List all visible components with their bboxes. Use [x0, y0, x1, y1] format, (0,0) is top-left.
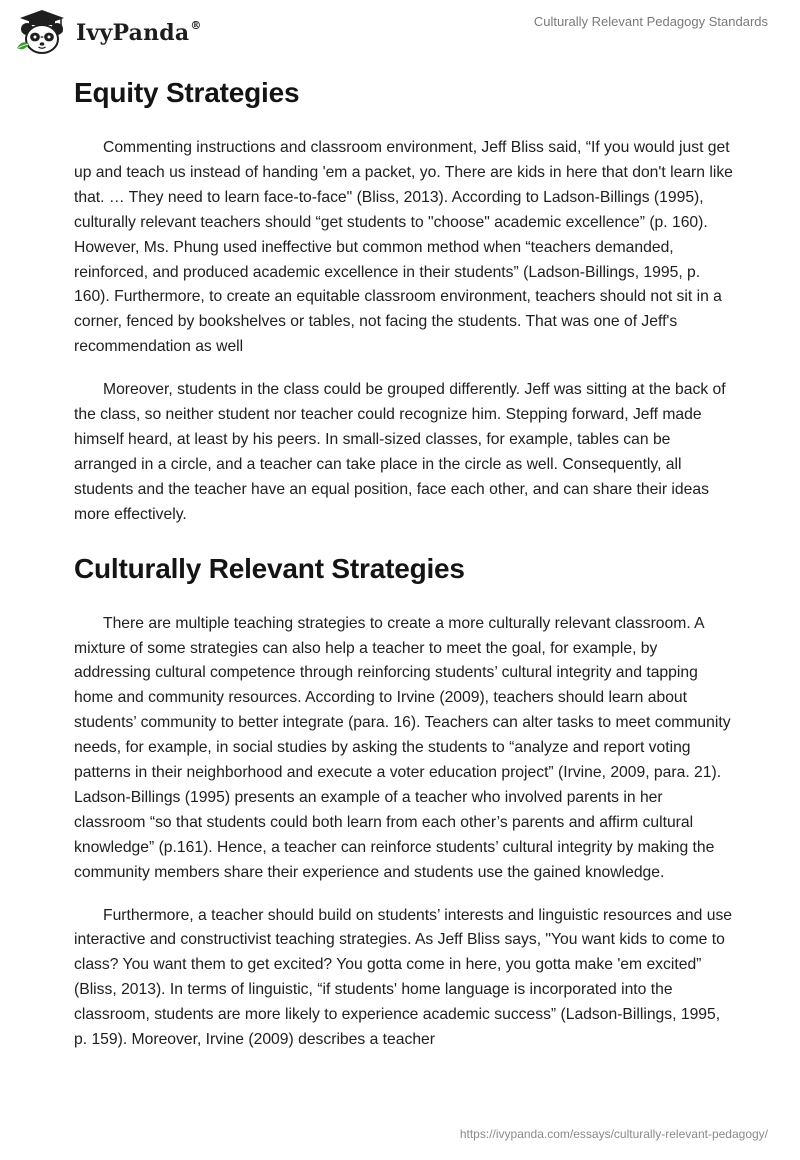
- essay-content: [74, 70, 734, 1053]
- source-url-link[interactable]: https://ivypanda.com/essays/culturally-relevant-pedagogy/: [459, 1127, 768, 1141]
- paragraph: There are multiple teaching strategies to create a more culturally relevant classroom. A mixture of some strategies can also help a teacher to meet the goal, for example, by addressing cultural competence through reinforcing students’ cultural integrity and tapping home and community resources. According to Irvine (2009), teachers should learn about students’ community to better integrate (para. 16). Teachers can alter tasks to meet community needs, for example, in social studies by asking the students to “analyze and report voting patterns in their neighborhood and execute a voter education project” (Irvine, 2009, para. 21). Ladson-Billings (1995) presents an example of a teacher who involved parents in her classroom “so that students could both learn from each other’s parents and affirm cultural knowledge” (p.161). Hence, a teacher can reinforce students’ cultural integrity by making the community members share their experience and students use the gained knowledge.: [74, 614, 731, 881]
- section-heading: Culturally Relevant Strategies: [74, 552, 465, 584]
- section-equity-strategies: [74, 72, 734, 528]
- paragraph: Moreover, students in the class could be grouped differently. Jeff was sitting at the back of the class, so neither student nor teacher could recognize him. Stepping forward, Jeff made himself heard, at least by his peers. In small-sized classes, for example, tables can be arranged in a circle, and a teacher can take place in the circle as well. Consequently, all students and the teacher have an equal position, face each other, and can share their ideas more effectively.: [74, 381, 726, 523]
- page-header: [0, 0, 800, 64]
- section-culturally-relevant-strategies: [74, 548, 734, 1053]
- paragraph: Commenting instructions and classroom environment, Jeff Bliss said, “If you would just get up and teach us instead of handing 'em a packet, yo. There are kids in here that don't learn like that. … They need to learn face-to-face" (Bliss, 2013). According to Ladson-Billings (1995), culturally relevant teachers should “get students to "choose" academic excellence” (p. 160). However, Ms. Phung used ineffective but common method when “teachers demanded, reinforced, and produced academic excellence in their students” (Ladson-Billings, 1995, p. 160). Furthermore, to create an equitable classroom environment, teachers should not sit in a corner, fenced by bookshelves or tables, not facing the students. That was one of Jeff's recommendation as well: [74, 139, 733, 356]
- document-title: Culturally Relevant Pedagogy Standards: [533, 14, 768, 29]
- paragraph: Furthermore, a teacher should build on students’ interests and linguistic resources and use interactive and constructivist teaching strategies. As Jeff Bliss says, "You want kids to come to class? You want them to get excited? You gotta come in here, you gotta make 'em excited” (Bliss, 2013). In terms of linguistic, “if students' home language is incorporated into the classroom, students are more likely to experience academic success” (Ladson-Billings, 1995, p. 159). Moreover, Irvine (2009) describes a teacher: [74, 906, 733, 1049]
- registered-mark: ®: [190, 18, 202, 32]
- section-heading: Equity Strategies: [74, 77, 300, 108]
- brand-name: IvyPanda®: [76, 18, 202, 46]
- panda-graduation-icon: [14, 8, 70, 56]
- ivypanda-logo[interactable]: [14, 8, 202, 56]
